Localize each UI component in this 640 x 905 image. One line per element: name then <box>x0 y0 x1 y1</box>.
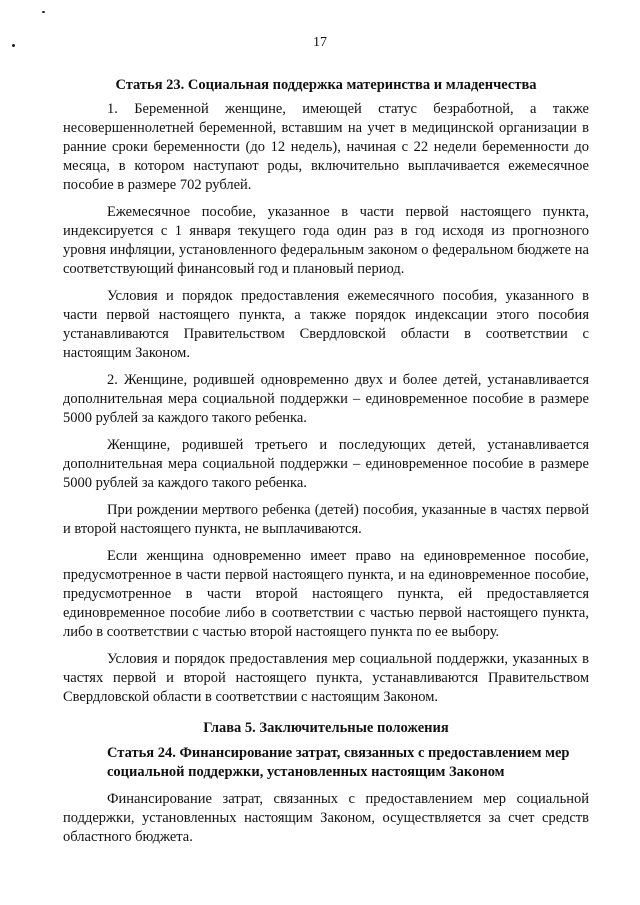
article-23-paragraph-3: Условия и порядок предоставления ежемесячного пособия, указанного в части первой настоящего пункта, а также порядок индексации этого пособия устанавливаются Правительством Свердловской области в соответствии с настоящим Законом. <box>63 288 589 361</box>
scan-speck <box>42 11 45 13</box>
article-23-paragraph-7: Если женщина одновременно имеет право на единовременное пособие, предусмотренное в части первой настоящего пункта, и на единовременное пособие, предусмотренное в части второй настоящего пункта, ей предоставляется единовременное пособие либо в соответствии с частью первой настоящего пункта, либо в соответствии с частью второй настоящего пункта по ее выбору. <box>63 548 589 640</box>
article-23-paragraph-2: Ежемесячное пособие, указанное в части первой настоящего пункта, индексируется с 1 января текущего года один раз в год исходя из прогнозного уровня инфляции, установленного федеральным законом о федеральном бюджете на соответствующий финансовый год и плановый период. <box>63 204 589 277</box>
article-24-heading <box>63 744 589 782</box>
article-24-label: Статья 24. <box>107 745 176 761</box>
article-23-paragraph-1: 1. Беременной женщине, имеющей статус безработной, а также несовершеннолетней беременной, вставшим на учет в медицинской организации в ранние сроки беременности (до 12 недель), начиная с 22 недели беременности до месяца, в котором наступают роды, включительно выплачивается ежемесячное пособие в размере 702 рублей. <box>63 101 589 193</box>
article-24-title: Финансирование затрат, связанных с предоставлением мер социальной поддержки, установленных настоящим Законом <box>107 745 570 780</box>
article-23-paragraph-5: Женщине, родившей третьего и последующих детей, устанавливается дополнительная мера социальной поддержки – единовременное пособие в размере 5000 рублей за каждого такого ребенка. <box>63 437 589 491</box>
article-24-paragraph: Финансирование затрат, связанных с предоставлением мер социальной поддержки, установленных настоящим Законом, осуществляется за счет средств областного бюджета. <box>63 791 589 845</box>
page-number: 17 <box>313 35 327 50</box>
document-body <box>63 76 589 855</box>
article-23-paragraph-8: Условия и порядок предоставления мер социальной поддержки, указанных в частях первой и второй настоящего пункта, устанавливаются Правительством Свердловской области в соответствии с настоящим Законом. <box>63 651 589 705</box>
chapter-5-title: Глава 5. Заключительные положения <box>203 720 449 736</box>
article-23-paragraph-6: При рождении мертвого ребенка (детей) пособия, указанные в частях первой и второй настоящего пункта, не выплачиваются. <box>63 502 589 537</box>
article-23-paragraph-4: 2. Женщине, родившей одновременно двух и более детей, устанавливается дополнительная мера социальной поддержки – единовременное пособие в размере 5000 рублей за каждого такого ребенка. <box>63 372 589 426</box>
article-23-title: Статья 23. Социальная поддержка материнства и младенчества <box>115 77 537 93</box>
